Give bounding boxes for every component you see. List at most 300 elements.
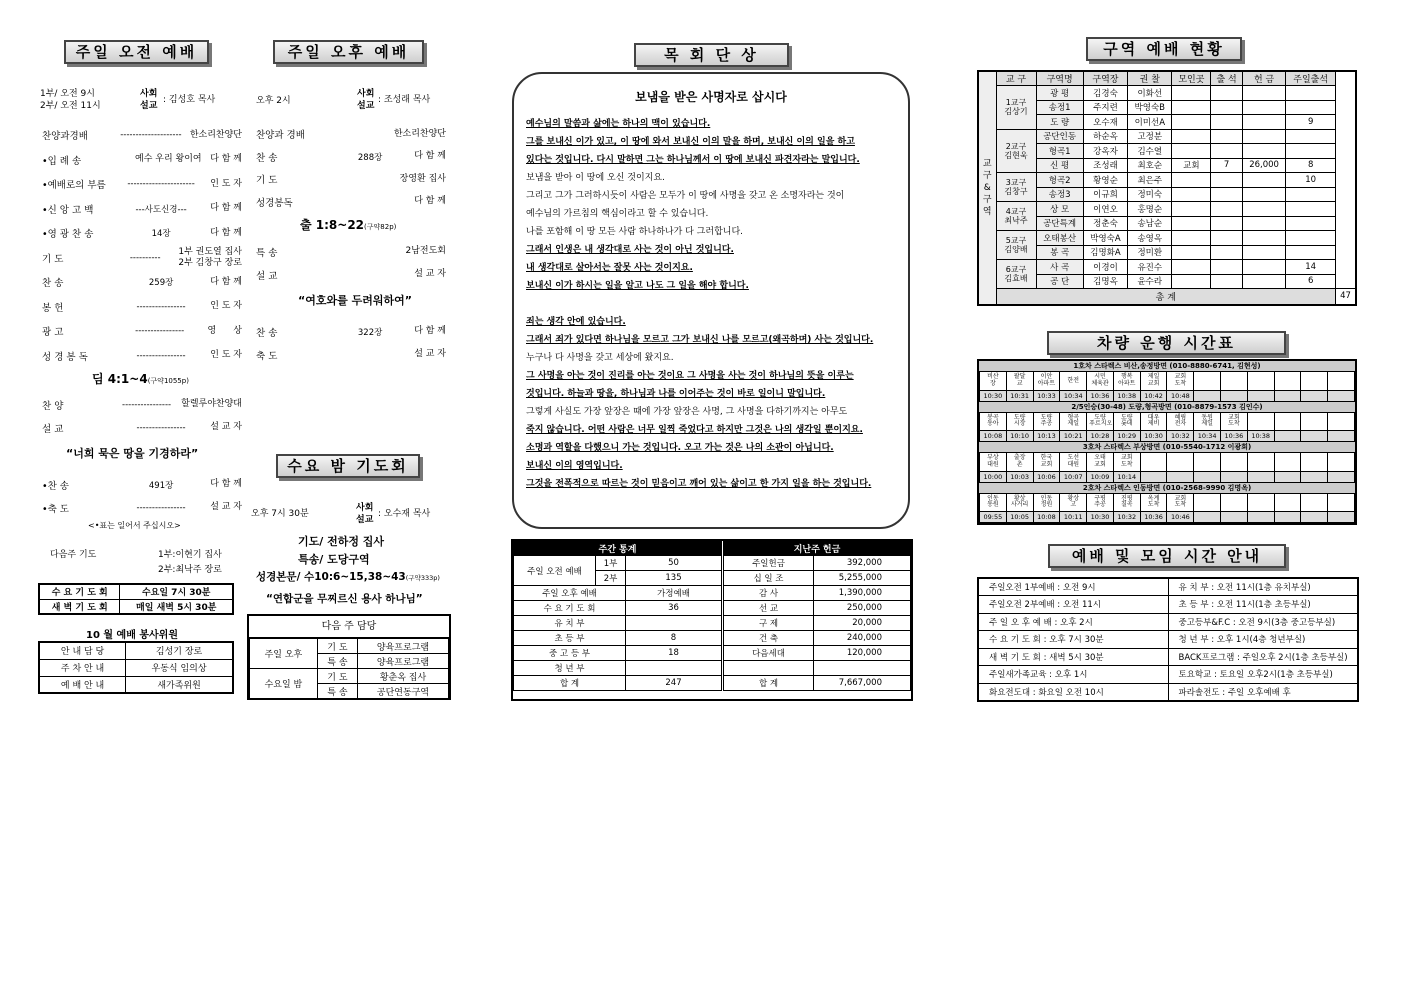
district-cell [1242, 86, 1285, 101]
pastor-line: 소명과 역할을 다했으니 가는 것입니다. 오고 가는 것은 나의 소관이 아닙니다. [526, 443, 834, 453]
district-title: 구역 예배 현황 [1086, 37, 1242, 61]
bus-stop [1274, 494, 1301, 512]
times-row [978, 578, 1358, 596]
district-header: 헌 금 [1242, 71, 1285, 86]
district-cell: 형곡2 [1036, 173, 1083, 188]
district-cell: 공 단 [1036, 274, 1083, 289]
district-cell: 김경숙 [1083, 86, 1127, 101]
stats-box [511, 539, 913, 701]
stats-offering-row [724, 616, 911, 631]
order-mid: ---------- [129, 252, 161, 263]
order-row [256, 191, 446, 214]
bus-stop [1328, 372, 1355, 390]
order-row [42, 344, 242, 369]
order-label: 찬양과 경배 [256, 130, 305, 142]
bus-time: 10:21 [1060, 431, 1087, 442]
pastor-line: 있다는 것입니다. 다시 말하면 그는 하나님께서 이 땅에 보내신 파견자라는 말입니다. [526, 155, 860, 165]
pastor-line: 누구나 다 사명을 갖고 세상에 왔지요. [526, 353, 674, 363]
bus-time: 10:30 [980, 390, 1007, 401]
bus-stop: 이안 아파트 [1033, 372, 1060, 390]
district-cell: 김수열 [1128, 144, 1172, 159]
bus-time: 10:14 [1113, 471, 1140, 482]
order-value: 다 함 께 [210, 276, 242, 287]
district-cell [1172, 173, 1211, 188]
bus-stop: 한전 [1060, 372, 1087, 390]
district-cell [1242, 144, 1285, 159]
district-cell [1172, 129, 1211, 144]
bus-stop [1328, 453, 1355, 471]
order-label: 성경봉독 [256, 197, 293, 209]
bus-time [1167, 471, 1194, 482]
bus-stop [1328, 413, 1355, 431]
times-cell: 청 년 부 : 오후 1시(4층 청년부실) [1168, 631, 1358, 649]
pastor-line: 내 생각대로 살아서는 잘못 사는 것이지요. [526, 263, 693, 273]
bus-time: 10:09 [1087, 471, 1114, 482]
district-row [978, 202, 1356, 217]
district-cell: 정미숙 [1128, 187, 1172, 202]
am-presider-label1: 사회 [140, 89, 158, 99]
bus-stop: 인동 정원 [1033, 494, 1060, 512]
order-value: 장영환 집사 [399, 173, 446, 184]
district-cell [1211, 115, 1243, 130]
wed-presider-label2: 설교 [356, 515, 374, 525]
bus-stop: 진평 칠곡 [1113, 494, 1140, 512]
service-title: 10 월 예배 봉사위원 [86, 630, 178, 641]
district-cell [1211, 144, 1243, 159]
order-value: 예수 우리 왕이여 다 함 께 [135, 154, 242, 165]
district-cell: 고정분 [1128, 129, 1172, 144]
bus-stop [1194, 494, 1221, 512]
district-cell: 26,000 [1242, 158, 1285, 173]
district-cell: 최호순 [1128, 158, 1172, 173]
district-cell: 8 [1286, 158, 1336, 173]
order-value: 인 도 자 [210, 350, 242, 361]
am-presider: : 김성호 목사 [163, 95, 216, 105]
district-side-label: 교구 & 구역 [978, 71, 996, 305]
bus-time [1247, 390, 1274, 401]
bus-time: 10:06 [1033, 471, 1060, 482]
times-cell: 주일오전 1부예배 : 오전 9시 [978, 578, 1168, 596]
district-cell: 사 곡 [1036, 260, 1083, 275]
district-cell: 정미환 [1128, 245, 1172, 260]
district-cell: 강옥자 [1083, 144, 1127, 159]
times-cell: 유 치 부 : 오전 11시(1층 유치부실) [1168, 578, 1358, 596]
district-cell: 교회 [1172, 158, 1211, 173]
order-mid: 259장 [148, 278, 174, 289]
district-cell: 이경이 [1083, 260, 1127, 275]
am-order [42, 123, 242, 368]
bus-time: 10:36 [1221, 431, 1248, 442]
bus-stop [1274, 372, 1301, 390]
pm-time: 오후 2시 [256, 96, 291, 106]
district-cell: 윤수라 [1128, 274, 1172, 289]
district-cell: 7 [1211, 158, 1243, 173]
bus-time [1194, 512, 1221, 523]
stats-offering-label: 감 사 [724, 586, 814, 601]
pm-presider-label1: 사회 [357, 89, 375, 99]
bus-stop: 제일 교회 [1140, 372, 1167, 390]
bus-time: 10:08 [980, 431, 1007, 442]
district-row [978, 173, 1356, 188]
stats-offering-header: 지난주 헌금 [724, 542, 911, 556]
order-value: 다 함 께 [210, 479, 242, 489]
bus-stop: 도량 푸르지오 [1087, 413, 1114, 431]
district-cell [1242, 100, 1285, 115]
district-header: 주일출석 [1286, 71, 1336, 86]
times-row [978, 683, 1358, 701]
district-cell [1211, 202, 1243, 217]
bus-route-title: 3호차 스타렉스 부상방면 (010-5540-1712 이광희) [979, 442, 1355, 453]
order-label: 봉 헌 [42, 302, 64, 314]
bus-stop [1167, 453, 1194, 471]
bus-stop: 시민 체육관 [1087, 372, 1114, 390]
bus-stop [1247, 494, 1274, 512]
district-cell [1211, 245, 1243, 260]
district-header: 구역장 [1083, 71, 1127, 86]
order-value: 영 상 [207, 325, 242, 336]
bus-time: 10:30 [1087, 512, 1114, 523]
district-cell [1172, 245, 1211, 260]
pm-order [256, 123, 446, 213]
times-cell: 주 일 오 후 예 배 : 오후 2시 [978, 613, 1168, 631]
order-row [42, 393, 242, 416]
order-mid: ---------------- [135, 326, 185, 337]
order-row [42, 123, 242, 148]
am-time1: 1부/ 오전 9시 [40, 89, 95, 99]
order-label: 설 교 [256, 270, 278, 282]
bus-time: 10:36 [1087, 390, 1114, 401]
district-cell: 이규희 [1083, 187, 1127, 202]
district-cell: 주지련 [1083, 100, 1127, 115]
bus-time [1301, 512, 1328, 523]
stats-offering-row [724, 571, 911, 586]
order-row [42, 246, 242, 271]
bus-stop: 도량 시장 [1006, 413, 1033, 431]
bus-stop: 동원 제일 [1194, 413, 1221, 431]
order-value: 할렐루야찬양대 [181, 399, 242, 409]
times-cell: 파라솔전도 : 주일 오후예배 후 [1168, 683, 1358, 701]
bus-time: 10:33 [1033, 390, 1060, 401]
stats-offering-row [724, 646, 911, 661]
district-cell [1211, 173, 1243, 188]
order-row [256, 343, 446, 366]
district-cell: 최은주 [1128, 173, 1172, 188]
district-cell: 광 평 [1036, 86, 1083, 101]
district-group: 3교구 김창구 [996, 173, 1036, 202]
bus-route-table [979, 413, 1355, 443]
order-label: •찬 송 [42, 480, 69, 492]
order-mid: ---------------- [136, 422, 186, 433]
stats-offering-label: 다음세대 [724, 646, 814, 661]
bus-stop [1247, 413, 1274, 431]
next-prayer-1: 1부:이현기 집사 [158, 550, 222, 560]
district-group: 2교구 김현욱 [996, 129, 1036, 173]
times-title: 예배 및 모임 시간 안내 [1048, 544, 1286, 568]
order-value: 1부 권도열 집사 2부 김창구 장로 [178, 246, 242, 268]
district-cell [1172, 202, 1211, 217]
bus-time: 10:42 [1140, 390, 1167, 401]
bus-stop: 황상 사거리 [1006, 494, 1033, 512]
bus-stop [1301, 453, 1328, 471]
bus-stop: 교회 도착 [1221, 413, 1248, 431]
bus-time [1274, 471, 1301, 482]
order-label: 특 송 [256, 247, 278, 259]
bus-time: 10:34 [1194, 431, 1221, 442]
order-row [256, 123, 446, 146]
order-value: 다 함 께 [210, 203, 242, 214]
district-cell: 10 [1286, 173, 1336, 188]
stats-offering-label: 건 축 [724, 631, 814, 646]
order-value: 설 교 자 [210, 502, 242, 512]
am-presider-label2: 설교 [140, 101, 158, 111]
bus-time [1328, 390, 1355, 401]
pastor-line: 나를 포함해 이 땅 모든 사람 하나하나가 다 그러합니다. [526, 227, 744, 237]
wed-prayer: 기도/ 전하정 집사 [298, 535, 385, 548]
times-cell: 중고등부&F.C : 오전 9시(3층 중고등부실) [1168, 613, 1358, 631]
bus-route-title: 2/5인승(30-48) 도량,형곡방면 (010-8879-1573 김인수) [979, 402, 1355, 413]
bus-time [1247, 471, 1274, 482]
am-scripture: 딤 4:1~4(구약1055p) [92, 372, 189, 386]
bus-time [1301, 431, 1328, 442]
bus-time: 10:31 [1006, 390, 1033, 401]
order-label: 축 도 [256, 350, 278, 362]
bus-time [1247, 512, 1274, 523]
district-cell: 6 [1286, 274, 1336, 289]
order-row [42, 221, 242, 246]
order-label: 찬 양 [42, 400, 64, 412]
order-label: 설 교 [42, 423, 64, 435]
bus-stop [1194, 453, 1221, 471]
district-cell: 공단특계 [1036, 216, 1083, 231]
district-cell: 김명옥 [1083, 274, 1127, 289]
district-group: 1교구 김상기 [996, 86, 1036, 130]
bus-stop [1221, 372, 1248, 390]
district-cell [1211, 187, 1243, 202]
order-label: •예배로의 부름 [42, 180, 106, 192]
stats-offering-value: 5,255,000 [814, 571, 911, 586]
order-row [42, 319, 242, 344]
district-cell [1242, 216, 1285, 231]
bus-time: 10:03 [1006, 471, 1033, 482]
district-cell [1286, 216, 1336, 231]
bus-stop: 출장 촌 [1006, 453, 1033, 471]
district-cell: 유진수 [1128, 260, 1172, 275]
bus-time: 10:11 [1060, 512, 1087, 523]
order-mid: ---------------- [122, 399, 172, 410]
order-value: 다 함 께 [414, 196, 446, 207]
order-row [42, 496, 242, 519]
bus-time: 10:38 [1247, 431, 1274, 442]
district-cell [1172, 115, 1211, 130]
times-cell: 화요전도대 : 화요일 오전 10시 [978, 683, 1168, 701]
bus-time: 10:46 [1167, 512, 1194, 523]
district-row [978, 231, 1356, 246]
district-cell: 송남순 [1128, 216, 1172, 231]
bus-time [1328, 471, 1355, 482]
bus-time: 10:32 [1113, 512, 1140, 523]
district-cell: 박영숙A [1083, 231, 1127, 246]
pastor-line: 그렇게 사실도 가장 앞장은 때에 가장 앞장은 사명, 그 사명을 다하기까지는 아무도 [526, 407, 848, 417]
stats-offering-label: 구 제 [724, 616, 814, 631]
times-cell: 새 벽 기 도 회 : 새벽 5시 30분 [978, 648, 1168, 666]
times-row [978, 631, 1358, 649]
order-row [42, 295, 242, 320]
bus-stop: 교회 도착 [1167, 372, 1194, 390]
bus-stop: 교회 도착 [1113, 453, 1140, 471]
times-table [977, 577, 1359, 702]
order-mid: ---------------------- [127, 179, 195, 190]
am-sermon-title: “너희 묵은 땅을 기경하라” [66, 447, 199, 460]
stats-weekly: 주간 통계 주일 오전 예배 1부 50 2부 135 주일 오후 예배 가정예배 수 요 기 도 회 36 유 치 부 초 등 부 8 중 고 등 부 18 청 년 부 합 계 247 [513, 541, 722, 691]
district-row [978, 129, 1356, 144]
order-label: •축 도 [42, 503, 69, 515]
district-cell [1172, 100, 1211, 115]
pastor-body [526, 115, 896, 493]
district-cell [1286, 202, 1336, 217]
bus-stop [1301, 413, 1328, 431]
bus-time: 10:36 [1140, 512, 1167, 523]
order-label: •영 광 찬 송 [42, 229, 94, 241]
bus-stop: 도량 주공 [1033, 413, 1060, 431]
district-cell: 이미선A [1128, 115, 1172, 130]
district-cell: 오태봉산 [1036, 231, 1083, 246]
bus-time [1221, 390, 1248, 401]
order-mid: ---------------- [136, 301, 186, 312]
district-cell: 9 [1286, 115, 1336, 130]
bus-time [1194, 471, 1221, 482]
district-cell [1286, 187, 1336, 202]
district-header: 구역명 [1036, 71, 1083, 86]
am-order-3 [42, 473, 242, 519]
stats-offering-label [724, 661, 814, 676]
bus-stop: 옥계 도착 [1140, 494, 1167, 512]
stats-offering-label: 주일헌금 [724, 556, 814, 571]
bus-stop: 교회 도착 [1167, 494, 1194, 512]
am-time2: 2부/ 오전 11시 [40, 101, 101, 111]
district-cell [1211, 260, 1243, 275]
order-row [256, 240, 446, 263]
district-cell [1242, 187, 1285, 202]
order-mid: -------------------- [120, 130, 182, 141]
order-mid: 491장 [148, 480, 174, 491]
district-header: 권 찰 [1128, 71, 1172, 86]
stats-offering-value: 240,000 [814, 631, 911, 646]
bus-stop: 봉곡 동아 [980, 413, 1007, 431]
pastor-line: 그것을 전폭적으로 따르는 것이 믿음이고 깨어 있는 삶이고 한 가지 일을 하는 것입니다. [526, 479, 872, 489]
district-cell: 홍명순 [1128, 202, 1172, 217]
bus-stop: 도량 롯데 [1113, 413, 1140, 431]
stats-offering-row [724, 631, 911, 646]
bus-stop: 형곡 제일 [1060, 413, 1087, 431]
district-cell: 송정3 [1036, 187, 1083, 202]
times-cell: 토요학교 : 토요일 오후2시(1층 초등부실) [1168, 666, 1358, 684]
bus-time: 10:28 [1087, 431, 1114, 442]
district-cell: 신 평 [1036, 158, 1083, 173]
bus-stop [1194, 372, 1221, 390]
district-header: 모인곳 [1172, 71, 1211, 86]
bus-time: 10:13 [1033, 431, 1060, 442]
order-value: 다 함 께 [210, 227, 242, 238]
bus-stop: 팔달 교 [1006, 372, 1033, 390]
stats-offering-label: 합 계 [724, 676, 814, 691]
order-label: 광 고 [42, 327, 64, 339]
pastor-line: 죄는 생각 안에 있습니다. [526, 317, 626, 327]
pastor-column [512, 72, 910, 529]
stats-offering-value: 250,000 [814, 601, 911, 616]
pm-scripture: 출 1:8~22(구약82p) [300, 218, 397, 232]
times-row [978, 596, 1358, 614]
district-cell [1242, 202, 1285, 217]
district-cell: 형곡1 [1036, 144, 1083, 159]
bus-stop: 구평 주공 [1087, 494, 1114, 512]
pastor-line: 그래서 죄가 있다면 하나님을 모르고 그가 보내신 나를 모르고(왜곡하며) 사는 것입니다. [526, 335, 874, 345]
district-cell [1172, 216, 1211, 231]
order-mid: ---------------- [136, 502, 186, 513]
order-row [256, 168, 446, 191]
bus-time: 10:10 [1006, 431, 1033, 442]
times-cell: BACK프로그램 : 주일오후 2시(1층 초등부실) [1168, 648, 1358, 666]
times-cell: 주일새가족교육 : 오후 1시 [978, 666, 1168, 684]
bus-time [1140, 471, 1167, 482]
district-cell: 이화선 [1128, 86, 1172, 101]
order-label: •입 례 송 [42, 155, 82, 167]
district-cell [1172, 86, 1211, 101]
district-group: 6교구 김효배 [996, 260, 1036, 289]
am-title: 주일 오전 예배 [64, 40, 209, 64]
stats-offering-value: 20,000 [814, 616, 911, 631]
order-row [42, 197, 242, 222]
bus-time: 10:00 [980, 471, 1007, 482]
order-value: 설 교 자 [414, 269, 446, 279]
times-row [978, 613, 1358, 631]
order-row [42, 416, 242, 439]
district-cell: 이연오 [1083, 202, 1127, 217]
times-cell: 초 등 부 : 오전 11시(1층 초등부실) [1168, 596, 1358, 614]
bus-time: 10:05 [1006, 512, 1033, 523]
stats-offering-row [724, 556, 911, 571]
bus-stop: 대우 제비 [1140, 413, 1167, 431]
district-cell [1172, 144, 1211, 159]
bus-stop: 비산 장 [980, 372, 1007, 390]
district-cell [1286, 129, 1336, 144]
bus-stop: 황상 고 [1060, 494, 1087, 512]
next-duty-table: 주일 오후 기 도 양육프로그램 특 송 양육프로그램 수요일 밤 기 도 황춘옥 집사 특 송 공단연동구역 [249, 638, 449, 699]
pastor-title: 목 회 단 상 [634, 43, 789, 67]
order-mid: ---사도신경--- [135, 204, 187, 215]
district-total: 47 [1336, 289, 1356, 305]
pastor-line: 보내신 이가 하시는 일을 알고 나도 그 일을 해야 합니다. [526, 281, 749, 291]
times-row [978, 648, 1358, 666]
district-cell [1172, 231, 1211, 246]
district-cell: 봉 곡 [1036, 245, 1083, 260]
bus-stop [1301, 494, 1328, 512]
district-cell: 오수재 [1083, 115, 1127, 130]
order-row [42, 148, 242, 173]
bus-time: 10:32 [1167, 431, 1194, 442]
bus-stop: 행복 아파트 [1113, 372, 1140, 390]
order-label: 기 도 [256, 175, 278, 187]
district-group: 5교구 김양배 [996, 231, 1036, 260]
next-duty-title: 다음 주 담당 [249, 616, 449, 638]
pastor-line: 보내신 이의 영역입니다. [526, 461, 623, 471]
district-cell: 상 모 [1036, 202, 1083, 217]
district-cell [1242, 231, 1285, 246]
bus-stop [1274, 413, 1301, 431]
pm-presider: : 조성래 목사 [378, 95, 431, 105]
stats-offering-row [724, 601, 911, 616]
bus-time: 10:08 [1033, 512, 1060, 523]
times-row [978, 666, 1358, 684]
